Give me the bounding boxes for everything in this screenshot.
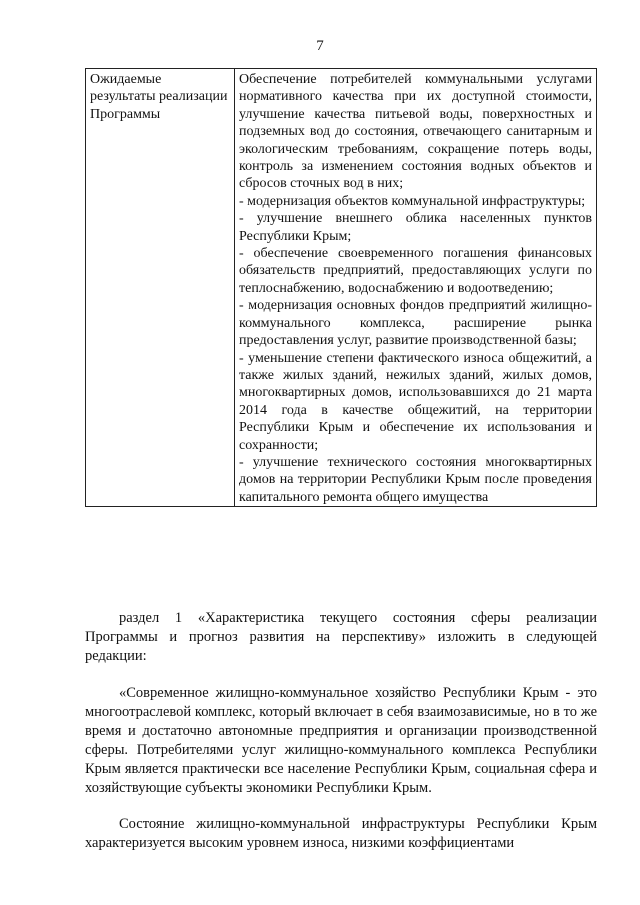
content-paragraph: - улучшение технического состояния многоквартирных домов на территории Республики Крым после проведения капитального ремонта общего имущества [239, 454, 592, 505]
content-paragraph: - улучшение внешнего облика населенных пунктов Республики Крым; [239, 211, 592, 244]
table-row [86, 69, 597, 507]
body-paragraph: «Современное жилищно-коммунальное хозяйство Республики Крым - это многоотраслевой комплекс, который включает в себя взаимозависимые, но в то же время и достаточно автономные предприятия и организации производственной сферы. Потребителями услуг жилищно-коммунального комплекса Республики Крым является практически все население Республики Крым, социальная сфера и хозяйствующие субъекты экономики Республики Крым. [85, 685, 597, 796]
section-intro: раздел 1 «Характеристика текущего состояния сферы реализации Программы и прогноз развития на перспективу» изложить в следующей редакции: [85, 610, 597, 664]
table-content-cell [235, 69, 597, 507]
content-paragraph: - обеспечение своевременного погашения финансовых обязательств предприятий, предоставляющих услуги по теплоснабжению, водоснабжению и водоотведению; [239, 246, 592, 296]
content-paragraph: Обеспечение потребителей коммунальными услугами нормативного качества при их доступной стоимости, улучшение качества питьевой воды, поверхностных и подземных вод до состояния, отвечающего санитарным и экологическим требованиям, сокращение потерь воды, контроль за изменением состояния водных объектов и сбросов сточных вод в них; [239, 72, 592, 192]
page-number: 7 [316, 38, 324, 54]
content-paragraph: - модернизация основных фондов предприятий жилищно-коммунального комплекса, расширение рынка предоставления услуг, развитие производственной базы; [239, 298, 592, 349]
content-paragraph: - уменьшение степени фактического износа общежитий, а также жилых зданий, нежилых зданий, жилых домов, многоквартирных домов, использовавшихся до 21 марта 2014 года в качестве общежитий, на территории Республики Крым и обеспечение их использования и сохранности; [239, 350, 592, 453]
program-table [85, 68, 597, 507]
table-label-cell: Ожидаемые результаты реализации Программы [86, 69, 235, 507]
body-paragraph: Состояние жилищно-коммунальной инфраструктуры Республики Крым характеризуется высоким уровнем износа, низкими коэффициентами [85, 816, 597, 851]
content-paragraph: - модернизация объектов коммунальной инфраструктуры; [239, 193, 586, 209]
